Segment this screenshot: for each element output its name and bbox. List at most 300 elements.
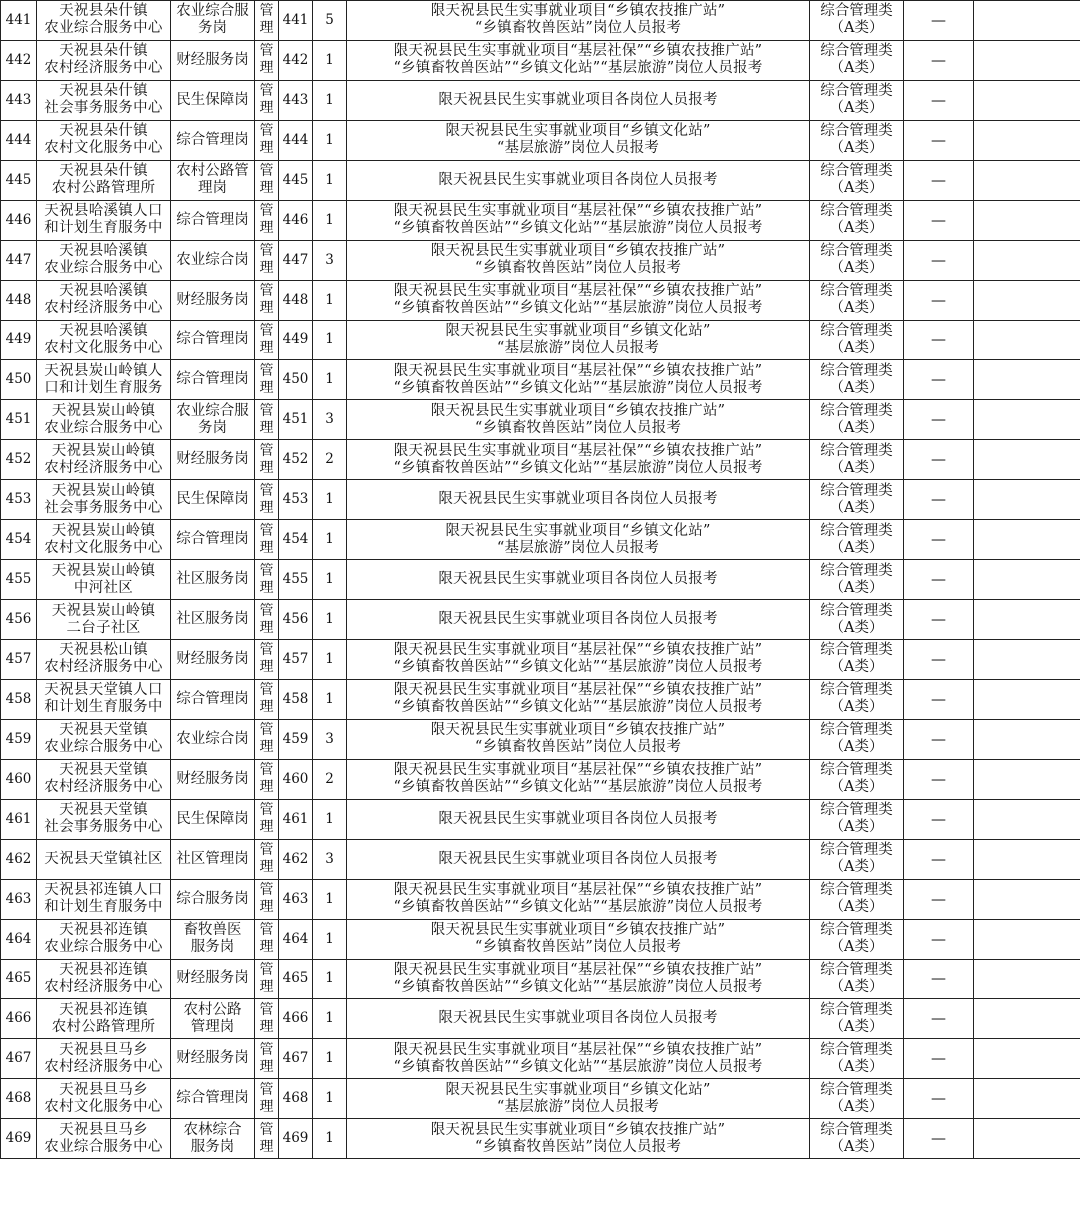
table-row bbox=[1, 560, 1080, 600]
blank-cell bbox=[974, 759, 1080, 799]
unit-name-cell bbox=[37, 1119, 171, 1159]
condition-cell-line: 限天祝县民生实事就业项目各岗位人员报考 bbox=[438, 1010, 718, 1027]
post-name-cell bbox=[171, 799, 255, 839]
exam-category-cell-line: （A类） bbox=[829, 459, 884, 476]
condition-cell-line: 限天祝县民生实事就业项目“基层社保”“乡镇农技推广站” bbox=[393, 283, 763, 300]
post-name-cell-line: 理岗 bbox=[198, 180, 227, 197]
condition-cell-line: 限天祝县民生实事就业项目“乡镇农技推广站” bbox=[430, 402, 726, 419]
hire-count-cell: 2 bbox=[313, 759, 347, 799]
unit-name-cell-line: 社会事务服务中心 bbox=[44, 100, 163, 117]
condition-cell bbox=[347, 280, 810, 320]
exam-category-cell-line: （A类） bbox=[829, 1058, 884, 1075]
unit-name-cell bbox=[37, 719, 171, 759]
post-name-cell-line: 综合管理岗 bbox=[176, 1090, 249, 1107]
condition-cell bbox=[347, 440, 810, 480]
exam-category-cell bbox=[810, 999, 904, 1039]
unit-name-cell-line: 天祝县祁连镇 bbox=[59, 1001, 148, 1018]
exam-category-cell-line: （A类） bbox=[829, 859, 884, 876]
unit-name-cell bbox=[37, 679, 171, 719]
table-row bbox=[1, 759, 1080, 799]
table-row bbox=[1, 520, 1080, 560]
blank-cell bbox=[974, 600, 1080, 640]
exam-category-cell bbox=[810, 839, 904, 879]
post-name-cell bbox=[171, 160, 255, 200]
hire-count-cell: 1 bbox=[313, 1039, 347, 1079]
unit-name-cell bbox=[37, 1039, 171, 1079]
exam-category-cell bbox=[810, 759, 904, 799]
post-code-cell: 442 bbox=[279, 40, 313, 80]
post-type-cell: 管理 bbox=[255, 600, 279, 640]
exam-category-cell bbox=[810, 560, 904, 600]
post-code-cell: 453 bbox=[279, 480, 313, 520]
unit-name-cell bbox=[37, 120, 171, 160]
condition-cell bbox=[347, 80, 810, 120]
condition-cell-line: 限天祝县民生实事就业项目“乡镇农技推广站” bbox=[430, 3, 726, 20]
exam-category-cell bbox=[810, 240, 904, 280]
exam-category-cell-line: 综合管理类 bbox=[820, 882, 893, 899]
post-name-cell bbox=[171, 1039, 255, 1079]
post-code-cell: 465 bbox=[279, 959, 313, 999]
exam-category-cell-line: （A类） bbox=[829, 899, 884, 916]
unit-name-cell-line: 农村文化服务中心 bbox=[44, 539, 163, 556]
row-number-cell: 460 bbox=[1, 759, 37, 799]
post-code-cell: 446 bbox=[279, 200, 313, 240]
unit-name-cell bbox=[37, 1079, 171, 1119]
post-type-cell: 管理 bbox=[255, 1039, 279, 1079]
unit-name-cell bbox=[37, 480, 171, 520]
post-code-cell: 452 bbox=[279, 440, 313, 480]
row-number-cell: 456 bbox=[1, 600, 37, 640]
unit-name-cell bbox=[37, 919, 171, 959]
post-type-cell: 管理 bbox=[255, 560, 279, 600]
condition-cell-line: 限天祝县民生实事就业项目“基层社保”“乡镇农技推广站” bbox=[393, 961, 763, 978]
remark-cell: — bbox=[904, 959, 974, 999]
condition-cell-line: “基层旅游”岗位人员报考 bbox=[496, 539, 660, 556]
unit-name-cell-line: 农业综合服务中心 bbox=[44, 419, 163, 436]
remark-cell: — bbox=[904, 80, 974, 120]
unit-name-cell-line: 天祝县天堂镇人口 bbox=[44, 682, 163, 699]
unit-name-cell-line: 农村文化服务中心 bbox=[44, 1098, 163, 1115]
exam-category-cell bbox=[810, 1079, 904, 1119]
exam-category-cell bbox=[810, 1, 904, 41]
table-row bbox=[1, 959, 1080, 999]
exam-category-cell-line: 综合管理类 bbox=[820, 1001, 893, 1018]
hire-count-cell: 1 bbox=[313, 919, 347, 959]
blank-cell bbox=[974, 160, 1080, 200]
hire-count-cell: 1 bbox=[313, 40, 347, 80]
hire-count-cell: 1 bbox=[313, 200, 347, 240]
row-number-cell: 469 bbox=[1, 1119, 37, 1159]
condition-cell bbox=[347, 400, 810, 440]
row-number-cell: 452 bbox=[1, 440, 37, 480]
exam-category-cell-line: （A类） bbox=[829, 379, 884, 396]
condition-cell bbox=[347, 839, 810, 879]
post-type-cell: 管理 bbox=[255, 1, 279, 41]
post-name-cell bbox=[171, 520, 255, 560]
condition-cell-line: 限天祝县民生实事就业项目“基层社保”“乡镇农技推广站” bbox=[393, 362, 763, 379]
unit-name-cell bbox=[37, 320, 171, 360]
condition-cell bbox=[347, 799, 810, 839]
exam-category-cell-line: 综合管理类 bbox=[820, 842, 893, 859]
unit-name-cell bbox=[37, 200, 171, 240]
unit-name-cell bbox=[37, 40, 171, 80]
hire-count-cell: 1 bbox=[313, 640, 347, 680]
exam-category-cell-line: （A类） bbox=[829, 579, 884, 596]
table-row bbox=[1, 280, 1080, 320]
exam-category-cell-line: 综合管理类 bbox=[820, 722, 893, 739]
exam-category-cell-line: 综合管理类 bbox=[820, 163, 893, 180]
table-row bbox=[1, 320, 1080, 360]
unit-name-cell bbox=[37, 839, 171, 879]
unit-name-cell-line: 天祝县天堂镇 bbox=[59, 802, 148, 819]
exam-category-cell-line: （A类） bbox=[829, 300, 884, 317]
row-number-cell: 464 bbox=[1, 919, 37, 959]
blank-cell bbox=[974, 640, 1080, 680]
row-number-cell: 467 bbox=[1, 1039, 37, 1079]
row-number-cell: 455 bbox=[1, 560, 37, 600]
post-name-cell-line: 综合管理岗 bbox=[176, 690, 249, 707]
condition-cell-line: 限天祝县民生实事就业项目“基层社保”“乡镇农技推广站” bbox=[393, 1041, 763, 1058]
post-code-cell: 450 bbox=[279, 360, 313, 400]
post-code-cell: 449 bbox=[279, 320, 313, 360]
post-code-cell: 457 bbox=[279, 640, 313, 680]
exam-category-cell-line: 综合管理类 bbox=[820, 123, 893, 140]
table-row bbox=[1, 640, 1080, 680]
post-name-cell-line: 农业综合服 bbox=[176, 3, 249, 20]
exam-category-cell-line: （A类） bbox=[829, 819, 884, 836]
hire-count-cell: 1 bbox=[313, 799, 347, 839]
post-code-cell: 455 bbox=[279, 560, 313, 600]
blank-cell bbox=[974, 1079, 1080, 1119]
post-name-cell-line: 综合管理岗 bbox=[176, 331, 249, 348]
condition-cell-line: “乡镇畜牧兽医站”“乡镇文化站”“基层旅游”岗位人员报考 bbox=[393, 300, 763, 317]
post-type-cell: 管理 bbox=[255, 280, 279, 320]
post-name-cell bbox=[171, 480, 255, 520]
unit-name-cell-line: 天祝县旦马乡 bbox=[59, 1041, 148, 1058]
unit-name-cell-line: 农业综合服务中心 bbox=[44, 20, 163, 37]
unit-name-cell-line: 农业综合服务中心 bbox=[44, 939, 163, 956]
post-code-cell: 443 bbox=[279, 80, 313, 120]
unit-name-cell-line: 中河社区 bbox=[73, 579, 134, 596]
condition-cell-line: 限天祝县民生实事就业项目“基层社保”“乡镇农技推广站” bbox=[393, 882, 763, 899]
post-name-cell-line: 民生保障岗 bbox=[176, 91, 249, 108]
condition-cell-line: “乡镇畜牧兽医站”“乡镇文化站”“基层旅游”岗位人员报考 bbox=[393, 220, 763, 237]
exam-category-cell bbox=[810, 440, 904, 480]
table-row bbox=[1, 999, 1080, 1039]
post-type-cell: 管理 bbox=[255, 120, 279, 160]
unit-name-cell-line: 和计划生育服务中 bbox=[44, 899, 163, 916]
unit-name-cell-line: 天祝县旦马乡 bbox=[59, 1081, 148, 1098]
exam-category-cell-line: 综合管理类 bbox=[820, 203, 893, 220]
exam-category-cell-line: （A类） bbox=[829, 339, 884, 356]
post-name-cell bbox=[171, 839, 255, 879]
condition-cell-line: 限天祝县民生实事就业项目各岗位人员报考 bbox=[438, 611, 718, 628]
post-name-cell-line: 综合管理岗 bbox=[176, 371, 249, 388]
remark-cell: — bbox=[904, 1039, 974, 1079]
blank-cell bbox=[974, 679, 1080, 719]
remark-cell: — bbox=[904, 879, 974, 919]
condition-cell bbox=[347, 640, 810, 680]
post-type-cell: 管理 bbox=[255, 679, 279, 719]
unit-name-cell bbox=[37, 879, 171, 919]
exam-category-cell-line: 综合管理类 bbox=[820, 322, 893, 339]
blank-cell bbox=[974, 400, 1080, 440]
unit-name-cell-line: 天祝县哈溪镇 bbox=[59, 283, 148, 300]
condition-cell-line: 限天祝县民生实事就业项目“基层社保”“乡镇农技推广站” bbox=[393, 442, 763, 459]
post-code-cell: 451 bbox=[279, 400, 313, 440]
unit-name-cell bbox=[37, 440, 171, 480]
condition-cell bbox=[347, 1079, 810, 1119]
post-name-cell bbox=[171, 1, 255, 41]
unit-name-cell bbox=[37, 759, 171, 799]
remark-cell: — bbox=[904, 120, 974, 160]
exam-category-cell-line: 综合管理类 bbox=[820, 362, 893, 379]
post-code-cell: 445 bbox=[279, 160, 313, 200]
remark-cell: — bbox=[904, 280, 974, 320]
unit-name-cell-line: 社会事务服务中心 bbox=[44, 499, 163, 516]
blank-cell bbox=[974, 360, 1080, 400]
hire-count-cell: 1 bbox=[313, 1119, 347, 1159]
table-row bbox=[1, 80, 1080, 120]
blank-cell bbox=[974, 1, 1080, 41]
post-code-cell: 460 bbox=[279, 759, 313, 799]
post-name-cell-line: 社区管理岗 bbox=[176, 850, 249, 867]
condition-cell-line: 限天祝县民生实事就业项目“乡镇农技推广站” bbox=[430, 922, 726, 939]
exam-category-cell bbox=[810, 719, 904, 759]
post-name-cell bbox=[171, 240, 255, 280]
post-type-cell: 管理 bbox=[255, 959, 279, 999]
table-row bbox=[1, 200, 1080, 240]
unit-name-cell-line: 天祝县朵什镇 bbox=[59, 163, 148, 180]
exam-category-cell-line: （A类） bbox=[829, 20, 884, 37]
exam-category-cell-line: （A类） bbox=[829, 419, 884, 436]
table-row bbox=[1, 120, 1080, 160]
unit-name-cell-line: 农村经济服务中心 bbox=[44, 459, 163, 476]
exam-category-cell-line: 综合管理类 bbox=[820, 762, 893, 779]
unit-name-cell-line: 天祝县炭山岭镇 bbox=[51, 482, 156, 499]
post-name-cell-line: 农村公路 bbox=[183, 1001, 242, 1018]
condition-cell-line: 限天祝县民生实事就业项目“基层社保”“乡镇农技推广站” bbox=[393, 43, 763, 60]
row-number-cell: 465 bbox=[1, 959, 37, 999]
unit-name-cell-line: 天祝县哈溪镇 bbox=[59, 243, 148, 260]
unit-name-cell-line: 农村经济服务中心 bbox=[44, 300, 163, 317]
hire-count-cell: 1 bbox=[313, 560, 347, 600]
post-name-cell-line: 民生保障岗 bbox=[176, 491, 249, 508]
unit-name-cell-line: 口和计划生育服务 bbox=[44, 379, 163, 396]
table-row bbox=[1, 240, 1080, 280]
exam-category-cell bbox=[810, 40, 904, 80]
hire-count-cell: 1 bbox=[313, 120, 347, 160]
post-code-cell: 454 bbox=[279, 520, 313, 560]
post-type-cell: 管理 bbox=[255, 520, 279, 560]
post-type-cell: 管理 bbox=[255, 879, 279, 919]
exam-category-cell-line: 综合管理类 bbox=[820, 482, 893, 499]
unit-name-cell-line: 农村经济服务中心 bbox=[44, 978, 163, 995]
post-name-cell-line: 农业综合岗 bbox=[176, 251, 249, 268]
post-name-cell bbox=[171, 719, 255, 759]
condition-cell-line: “乡镇畜牧兽医站”岗位人员报考 bbox=[474, 1138, 682, 1155]
post-name-cell-line: 农村公路管 bbox=[176, 163, 249, 180]
exam-category-cell-line: （A类） bbox=[829, 100, 884, 117]
post-name-cell bbox=[171, 400, 255, 440]
blank-cell bbox=[974, 1039, 1080, 1079]
unit-name-cell-line: 农业综合服务中心 bbox=[44, 1138, 163, 1155]
exam-category-cell bbox=[810, 879, 904, 919]
condition-cell bbox=[347, 120, 810, 160]
blank-cell bbox=[974, 999, 1080, 1039]
exam-category-cell-line: 综合管理类 bbox=[820, 43, 893, 60]
condition-cell-line: 限天祝县民生实事就业项目“基层社保”“乡镇农技推广站” bbox=[393, 682, 763, 699]
condition-cell-line: 限天祝县民生实事就业项目各岗位人员报考 bbox=[438, 491, 718, 508]
remark-cell: — bbox=[904, 240, 974, 280]
row-number-cell: 448 bbox=[1, 280, 37, 320]
post-name-cell-line: 农林综合 bbox=[183, 1121, 242, 1138]
post-code-cell: 448 bbox=[279, 280, 313, 320]
post-name-cell bbox=[171, 999, 255, 1039]
unit-name-cell-line: 天祝县天堂镇 bbox=[59, 762, 148, 779]
condition-cell bbox=[347, 919, 810, 959]
table-row bbox=[1, 360, 1080, 400]
blank-cell bbox=[974, 440, 1080, 480]
condition-cell bbox=[347, 719, 810, 759]
post-name-cell-line: 财经服务岗 bbox=[176, 451, 249, 468]
post-type-cell: 管理 bbox=[255, 640, 279, 680]
post-name-cell bbox=[171, 80, 255, 120]
condition-cell bbox=[347, 520, 810, 560]
unit-name-cell bbox=[37, 240, 171, 280]
remark-cell: — bbox=[904, 1119, 974, 1159]
blank-cell bbox=[974, 200, 1080, 240]
row-number-cell: 442 bbox=[1, 40, 37, 80]
remark-cell: — bbox=[904, 360, 974, 400]
unit-name-cell-line: 二台子社区 bbox=[66, 619, 141, 636]
post-name-cell-line: 财经服务岗 bbox=[176, 51, 249, 68]
unit-name-cell bbox=[37, 160, 171, 200]
condition-cell-line: “基层旅游”岗位人员报考 bbox=[496, 1098, 660, 1115]
condition-cell bbox=[347, 600, 810, 640]
table-row bbox=[1, 1119, 1080, 1159]
post-code-cell: 463 bbox=[279, 879, 313, 919]
condition-cell-line: 限天祝县民生实事就业项目“乡镇文化站” bbox=[445, 123, 711, 140]
unit-name-cell bbox=[37, 520, 171, 560]
condition-cell bbox=[347, 959, 810, 999]
post-type-cell: 管理 bbox=[255, 440, 279, 480]
table-body bbox=[1, 1, 1080, 1159]
condition-cell-line: 限天祝县民生实事就业项目“乡镇农技推广站” bbox=[430, 722, 726, 739]
blank-cell bbox=[974, 959, 1080, 999]
post-name-cell bbox=[171, 280, 255, 320]
post-type-cell: 管理 bbox=[255, 360, 279, 400]
condition-cell-line: 限天祝县民生实事就业项目各岗位人员报考 bbox=[438, 91, 718, 108]
blank-cell bbox=[974, 240, 1080, 280]
post-code-cell: 461 bbox=[279, 799, 313, 839]
exam-category-cell bbox=[810, 80, 904, 120]
exam-category-cell bbox=[810, 1039, 904, 1079]
post-name-cell bbox=[171, 200, 255, 240]
post-name-cell bbox=[171, 959, 255, 999]
blank-cell bbox=[974, 879, 1080, 919]
blank-cell bbox=[974, 320, 1080, 360]
condition-cell-line: “乡镇畜牧兽医站”岗位人员报考 bbox=[474, 260, 682, 277]
unit-name-cell bbox=[37, 999, 171, 1039]
unit-name-cell-line: 天祝县炭山岭镇 bbox=[51, 402, 156, 419]
remark-cell: — bbox=[904, 400, 974, 440]
post-type-cell: 管理 bbox=[255, 759, 279, 799]
table-row bbox=[1, 679, 1080, 719]
remark-cell: — bbox=[904, 160, 974, 200]
exam-category-cell-line: （A类） bbox=[829, 939, 884, 956]
blank-cell bbox=[974, 919, 1080, 959]
condition-cell bbox=[347, 480, 810, 520]
condition-cell-line: 限天祝县民生实事就业项目“乡镇农技推广站” bbox=[430, 1121, 726, 1138]
condition-cell-line: “乡镇畜牧兽医站”岗位人员报考 bbox=[474, 939, 682, 956]
condition-cell-line: “乡镇畜牧兽医站”“乡镇文化站”“基层旅游”岗位人员报考 bbox=[393, 379, 763, 396]
exam-category-cell-line: 综合管理类 bbox=[820, 562, 893, 579]
row-number-cell: 445 bbox=[1, 160, 37, 200]
unit-name-cell bbox=[37, 799, 171, 839]
post-type-cell: 管理 bbox=[255, 40, 279, 80]
unit-name-cell bbox=[37, 600, 171, 640]
hire-count-cell: 1 bbox=[313, 320, 347, 360]
unit-name-cell bbox=[37, 360, 171, 400]
unit-name-cell-line: 天祝县天堂镇 bbox=[59, 722, 148, 739]
post-name-cell-line: 财经服务岗 bbox=[176, 650, 249, 667]
condition-cell bbox=[347, 240, 810, 280]
remark-cell: — bbox=[904, 1, 974, 41]
exam-category-cell-line: 综合管理类 bbox=[820, 922, 893, 939]
post-name-cell-line: 民生保障岗 bbox=[176, 810, 249, 827]
unit-name-cell-line: 天祝县朵什镇 bbox=[59, 123, 148, 140]
blank-cell bbox=[974, 719, 1080, 759]
unit-name-cell-line: 天祝县天堂镇社区 bbox=[44, 850, 163, 867]
unit-name-cell-line: 天祝县朵什镇 bbox=[59, 3, 148, 20]
unit-name-cell-line: 天祝县祁连镇 bbox=[59, 922, 148, 939]
condition-cell-line: 限天祝县民生实事就业项目“乡镇文化站” bbox=[445, 322, 711, 339]
exam-category-cell bbox=[810, 280, 904, 320]
condition-cell-line: “乡镇畜牧兽医站”岗位人员报考 bbox=[474, 20, 682, 37]
condition-cell-line: “基层旅游”岗位人员报考 bbox=[496, 339, 660, 356]
unit-name-cell-line: 农村经济服务中心 bbox=[44, 1058, 163, 1075]
exam-category-cell bbox=[810, 679, 904, 719]
post-type-cell: 管理 bbox=[255, 240, 279, 280]
condition-cell-line: “乡镇畜牧兽医站”“乡镇文化站”“基层旅游”岗位人员报考 bbox=[393, 699, 763, 716]
remark-cell: — bbox=[904, 440, 974, 480]
exam-category-cell-line: （A类） bbox=[829, 739, 884, 756]
unit-name-cell-line: 和计划生育服务中 bbox=[44, 699, 163, 716]
exam-category-cell bbox=[810, 959, 904, 999]
exam-category-cell bbox=[810, 520, 904, 560]
post-type-cell: 管理 bbox=[255, 1119, 279, 1159]
post-type-cell: 管理 bbox=[255, 1079, 279, 1119]
condition-cell-line: “乡镇畜牧兽医站”“乡镇文化站”“基层旅游”岗位人员报考 bbox=[393, 60, 763, 77]
unit-name-cell bbox=[37, 640, 171, 680]
exam-category-cell bbox=[810, 640, 904, 680]
post-name-cell-line: 管理岗 bbox=[190, 1018, 235, 1035]
condition-cell-line: “乡镇畜牧兽医站”“乡镇文化站”“基层旅游”岗位人员报考 bbox=[393, 779, 763, 796]
blank-cell bbox=[974, 40, 1080, 80]
condition-cell bbox=[347, 560, 810, 600]
condition-cell bbox=[347, 320, 810, 360]
exam-category-cell bbox=[810, 160, 904, 200]
post-code-cell: 469 bbox=[279, 1119, 313, 1159]
hire-count-cell: 1 bbox=[313, 679, 347, 719]
hire-count-cell: 3 bbox=[313, 240, 347, 280]
table-row bbox=[1, 1, 1080, 41]
post-type-cell: 管理 bbox=[255, 200, 279, 240]
exam-category-cell bbox=[810, 480, 904, 520]
post-type-cell: 管理 bbox=[255, 400, 279, 440]
post-name-cell-line: 服务岗 bbox=[190, 1138, 235, 1155]
